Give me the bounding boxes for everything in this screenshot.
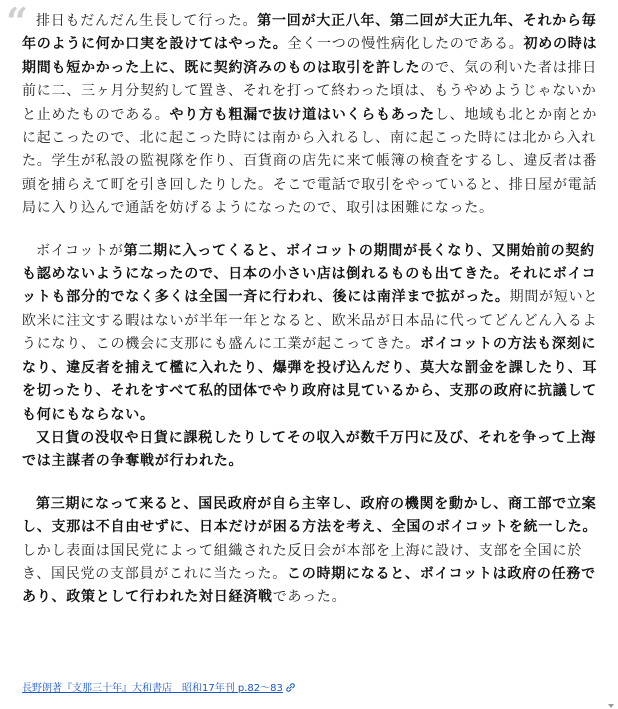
text-segment: しかし表面は国民党によって組織された反日会が本部を上海に設け、支部を全国に於き、国民党の支部員がこれに当たった。 <box>22 542 582 582</box>
bold-segment: この時期になると、ボイコットは政府の任務であり、政策として行われた対日経済戦 <box>22 565 596 606</box>
bold-segment: やり方も粗漏で抜け道はいくらもあった <box>169 106 435 123</box>
bold-segment: ボイコットの方法も深刻になり、違反者を捕えて檻に入れたり、爆弾を投げ込んだり、莫大な罰金を課したり、耳を切ったり、それをすべて私的団体でやり政府は見ているから、支那の政府に抗議しても何にもならない。 <box>22 336 598 423</box>
text-segment: し、地域も北とか南とかに起こったので、北に起こった時には南から入れるし、南に起こった時には北から入れた。学生が私設の監視隊を作り、百貨商の店先に来て帳簿の検査をするし、違反者は番頭を捕らえて町を引き回したりした。そこで電話で取引をやっていると、排日屋が電話局に入り込んで通話を妨げるようになったので、取引は困難になった。 <box>22 106 598 217</box>
scroll-arrow-icon[interactable] <box>608 704 614 708</box>
bold-segment: 第三期になって来ると、国民政府が自ら主宰し、政府の機関を動かし、商工部で立案し、支那は不自由せずに、日本だけが困る方法を考え、全国のボイコットを統一した。 <box>22 495 598 536</box>
text-segment: 期間が短いと欧米に注文する暇はないが半年一年となると、欧米品が日本品に代ってどんどん入るようになり、この機会に支那にも盛んに工業が起こってきた。 <box>22 289 599 353</box>
paragraph-3 <box>22 427 602 474</box>
bold-segment: 第一回が大正八年、第二回が大正九年、それから毎年のように何か口実を設けてはやった。 <box>22 13 597 53</box>
source-citation-link[interactable] <box>22 682 295 696</box>
text-segment: であった。 <box>272 589 347 606</box>
link-icon <box>286 682 295 696</box>
quote-mark-icon: “ <box>6 0 28 44</box>
bold-segment: 又日貨の没収や日貨に課税したりしてその収入が数千万円に及び、それを争って上海では主謀者の争奪戦が行われた。 <box>22 429 596 470</box>
bold-segment: 初めの時は期間も短かかった上に、既に契約済みのものは取引を許した <box>22 36 598 76</box>
quote-block <box>22 10 602 610</box>
bold-segment: 第二期に入ってくると、ボイコットの期間が長くなり、又開始前の契約も認めないようになったので、日本の小さい店は倒れるものも出てきた。それにボイコットも部分的でなく多くは全国一斉に行われ、後には南洋まで拡がった。 <box>22 242 597 306</box>
paragraph-4 <box>22 493 602 610</box>
text-segment: 全く一つの慢性病化したのである。 <box>287 36 524 53</box>
source-citation-label: 長野朗著『支那三十年』大和書店 昭和17年刊 p.82〜83 <box>22 683 283 694</box>
text-segment: ボイコットが <box>36 242 124 259</box>
text-segment: 排日もだんだん生長して行った。 <box>36 13 258 29</box>
paragraph-1 <box>22 10 602 221</box>
paragraph-2 <box>22 240 602 427</box>
text-segment: ので、気の利いた者は排日前に二、三ヶ月分契約して置き、それを打って終わった頃は、もうやめようじゃないかと止めたものである。 <box>22 59 597 123</box>
